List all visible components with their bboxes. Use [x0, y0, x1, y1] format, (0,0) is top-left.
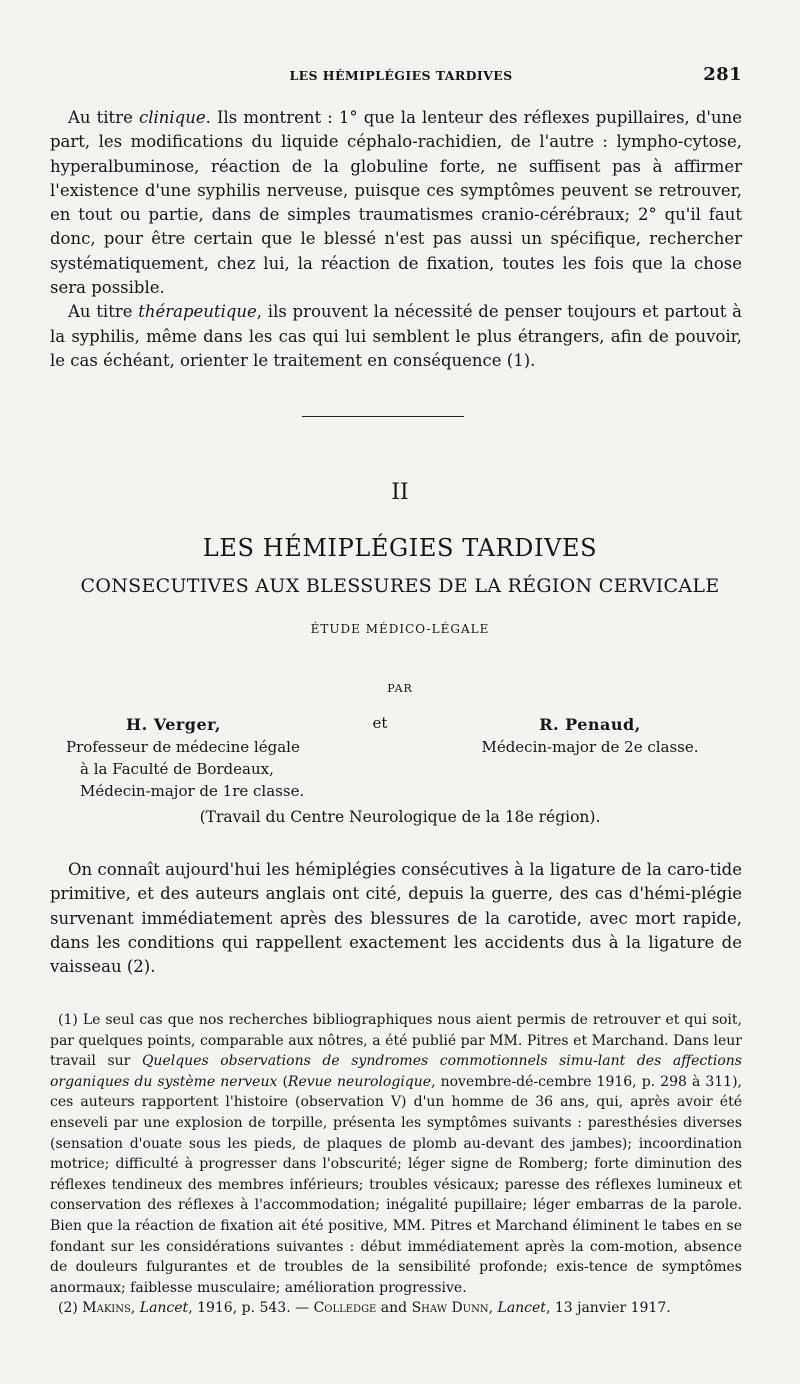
work-note: (Travail du Centre Neurologique de la 18e région). — [199, 808, 601, 826]
footnotes — [50, 1010, 742, 1319]
running-header — [60, 64, 742, 90]
byline-par: PAR — [387, 682, 413, 695]
author-conjunction: et — [372, 714, 388, 732]
running-title: LES HÉMIPLÉGIES TARDIVES — [289, 68, 513, 83]
author-title: Professeur de médecine légale — [66, 738, 300, 756]
author-name: H. Verger, — [125, 715, 221, 734]
emphasis-therapeutique: thérapeutique — [138, 302, 257, 322]
intro-paragraphs — [50, 106, 742, 373]
author-penaud — [440, 714, 740, 758]
section-divider — [302, 416, 464, 417]
body-paragraph: On connaît aujourd'hui les hémiplégies consécutives à la ligature de la caro-tide primitive, et des auteurs anglais ont cité, depuis la guerre, des cas d'hémi-plégie survenant immédiatement après des blessures de la carotide, avec mort rapide, dans les conditions qui rappellent exactement les accidents dus à la ligature de vaisseau (2). — [50, 860, 742, 977]
article-body — [50, 858, 742, 979]
article-title: LES HÉMIPLÉGIES TARDIVES — [202, 534, 598, 562]
author-affiliation: à la Faculté de Bordeaux, — [80, 760, 274, 778]
section-numeral: II — [391, 480, 409, 505]
article-subtitle: CONSECUTIVES AUX BLESSURES DE LA RÉGION CERVICALE — [80, 575, 720, 597]
article-kicker: ÉTUDE MÉDICO-LÉGALE — [310, 622, 490, 636]
page-number: 281 — [703, 64, 742, 85]
footnote-2: (2) Makins, Lancet, 1916, p. 543. — Colledge and Shaw Dunn, Lancet, 13 janvier 1917. — [58, 1300, 671, 1317]
author-rank: Médecin-major de 1re classe. — [80, 782, 305, 800]
author-rank: Médecin-major de 2e classe. — [481, 738, 699, 756]
author-verger — [66, 714, 346, 802]
author-name: R. Penaud, — [539, 715, 641, 734]
footnote-1: (1) Le seul cas que nos recherches bibliographiques nous aient permis de retrouver et qui soit, par quelques points, comparable aux nôtres, a été publié par MM. Pitres et Marchand. Dans leur travail sur Quelques observations de syndromes commotionnels simu-lant des affections organiques du système nerveux (Revue neurologique, novembre-dé-cembre 1916, p. 298 à 311), ces auteurs rapportent l'histoire (observation V) d'un homme de 36 ans, qui, après avoir été enseveli par une explosion de torpille, présenta les symptômes suivants : paresthésies diverses (sensation d'ouate sous les pieds, de plaques de plomb au-devant des jambes); incoordination motrice; difficulté à progresser dans l'obscurité; léger signe de Romberg; forte diminution des réflexes tendineux des membres inférieurs; troubles vésicaux; paresse des réflexes lumineux et conservation des réflexes à l'accommodation; inégalité pupillaire; léger embarras de la parole. Bien que la réaction de fixation ait été positive, MM. Pitres et Marchand éliminent le tabes en se fondant sur les considérations suivantes : début immédiatement après la com-motion, absence de douleurs fulgurantes et de troubles de la sensibilité profonde; exis-tence de symptômes anormaux; faiblesse musculaire; amélioration progressive. — [50, 1012, 742, 1296]
paragraph-clinical: Au titre clinique. Ils montrent : 1° que la lenteur des réflexes pupillaires, d'une part, les modifications du liquide céphalo-rachidien, de l'autre : lympho-cytose, hyperalbuminose, réaction de la globuline forte, ne suffisent pas à affirmer l'existence d'une syphilis nerveuse, puisque ces symptômes peuvent se retrouver, en tout ou partie, dans de simples traumatismes cranio-cérébraux; 2° qu'il faut donc, pour être certain que le blessé n'est pas aussi un spécifique, rechercher systématiquement, chez lui, la réaction de fixation, toutes les fois que la chose sera possible. — [50, 108, 742, 298]
emphasis-clinique: clinique — [138, 108, 206, 127]
paragraph-therapeutic: Au titre thérapeutique, ils prouvent la nécessité de penser toujours et partout à la syphilis, même dans les cas qui lui semblent le plus étrangers, afin de pouvoir, le cas échéant, orienter le traitement en conséquence (1). — [50, 302, 742, 370]
